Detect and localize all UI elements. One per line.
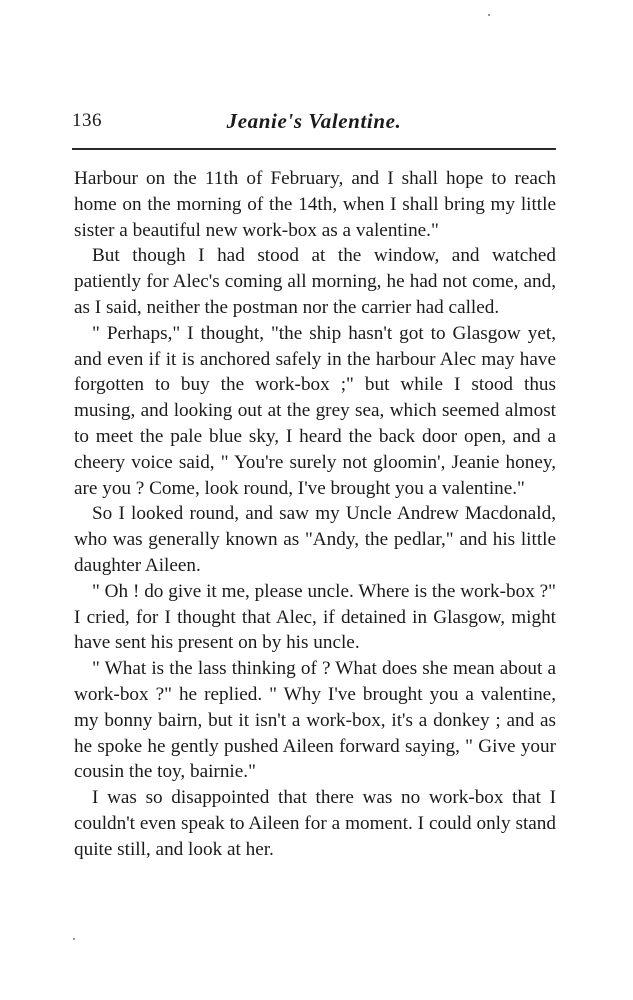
print-speck bbox=[73, 938, 75, 940]
header-rule bbox=[72, 148, 556, 150]
paragraph: " Oh ! do give it me, please uncle. Where is the work-box ?" I cried, for I thought that Alec, if detained in Glasgow, might have sent his present on by his uncle. bbox=[74, 580, 556, 654]
body-text bbox=[74, 166, 556, 863]
print-speck bbox=[488, 14, 490, 16]
page-number: 136 bbox=[72, 110, 102, 131]
paragraph: " What is the lass thinking of ? What does she mean about a work-box ?" he replied. " Why I've brought you a valentine, my bonny bairn, but it isn't a work-box, it's a donkey ; and as he spoke he gently pushed Aileen forward saying, " Give your cousin the toy, bairnie." bbox=[74, 658, 556, 783]
page-header bbox=[72, 110, 556, 146]
paragraph-continuation: Harbour on the 11th of February, and I shall hope to reach home on the morning of the 14th, when I shall bring my little sister a beautiful new work-box as a valentine." bbox=[74, 168, 556, 241]
paragraph: But though I had stood at the window, and watched patiently for Alec's coming all morning, he had not come, and, as I said, neither the postman nor the carrier had called. bbox=[74, 245, 556, 318]
running-title: Jeanie's Valentine. bbox=[226, 109, 402, 133]
paragraph: I was so disappointed that there was no work-box that I couldn't even speak to Aileen for a moment. I could only stand quite still, and look at her. bbox=[74, 787, 556, 860]
paragraph: So I looked round, and saw my Uncle Andrew Macdonald, who was generally known as "Andy, the pedlar," and his little daughter Aileen. bbox=[74, 503, 556, 576]
paragraph: " Perhaps," I thought, "the ship hasn't got to Glasgow yet, and even if it is anchored safely in the harbour Alec may have forgotten to buy the work-box ;" but while I stood thus musing, and looking out at the grey sea, which seemed almost to meet the pale blue sky, I heard the back door open, and a cheery voice said, " You're surely not gloomin', Jeanie honey, are you ? Come, look round, I've brought you a valentine." bbox=[74, 322, 556, 499]
